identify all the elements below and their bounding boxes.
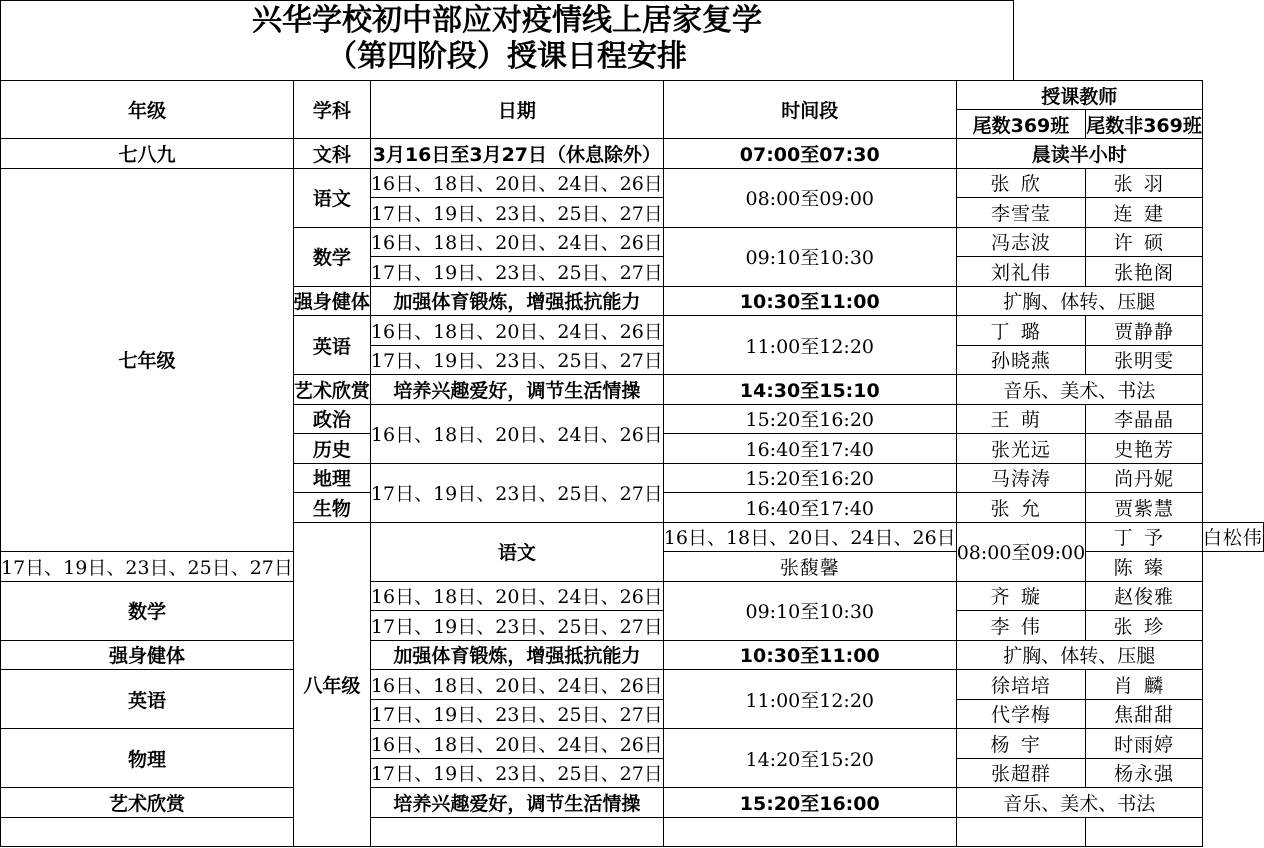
g7-pe-subject: 强身健体	[293, 286, 370, 316]
g8-grade: 八年级	[293, 522, 370, 847]
g7-english-t1: 丁璐	[956, 316, 1086, 346]
g8-math-t1: 齐璇	[956, 581, 1086, 611]
g8-english-subject: 英语	[1, 670, 294, 729]
g8-chinese-time: 08:00至09:00	[956, 522, 1086, 581]
morning-grade: 七八九	[1, 139, 294, 169]
g8-math-t3: 李伟	[956, 611, 1086, 641]
g7-history-t2: 史艳芳	[1086, 434, 1203, 464]
cut-cell	[1086, 817, 1203, 847]
g7-english-t2: 贾静静	[1086, 316, 1203, 346]
document-title	[0, 0, 1014, 80]
g8-chinese-t1: 丁予	[1086, 522, 1203, 552]
g8-art-subject: 艺术欣赏	[1, 788, 294, 818]
g8-chinese-t4: 陈臻	[1086, 552, 1203, 582]
g8-pe-time: 10:30至11:00	[663, 640, 956, 670]
g7-history-subject: 历史	[293, 434, 370, 464]
morning-row	[1, 139, 1264, 169]
cut-cell	[370, 817, 663, 847]
g7-biology-t2: 贾紫慧	[1086, 493, 1203, 523]
g7-pe-note: 扩胸、体转、压腿	[956, 286, 1202, 316]
g8-math-subject: 数学	[1, 581, 294, 640]
g8-physics-date-b: 17日、19日、23日、25日、27日	[370, 758, 663, 788]
table-row	[1, 581, 1264, 611]
g7-english-date-a: 16日、18日、20日、24日、26日	[370, 316, 663, 346]
g7-geography-t2: 尚丹妮	[1086, 463, 1203, 493]
g8-pe-subject: 强身健体	[1, 640, 294, 670]
g8-english-t4: 焦甜甜	[1086, 699, 1203, 729]
g7-chinese-t2: 张羽	[1086, 168, 1203, 198]
morning-date: 3月16日至3月27日（休息除外）	[370, 139, 663, 169]
g8-physics-t2: 时雨婷	[1086, 729, 1203, 759]
g8-english-t2: 肖麟	[1086, 670, 1203, 700]
g8-physics-date-a: 16日、18日、20日、24日、26日	[370, 729, 663, 759]
g7-english-subject: 英语	[293, 316, 370, 375]
g7-math-t2: 许硕	[1086, 227, 1203, 257]
header-class-non-369: 尾数非369班	[1086, 110, 1203, 139]
g7-math-t3: 刘礼伟	[956, 257, 1086, 287]
morning-time: 07:00至07:30	[663, 139, 956, 169]
cut-cell	[1, 817, 294, 847]
g7-history-t1: 张光远	[956, 434, 1086, 464]
g8-physics-subject: 物理	[1, 729, 294, 788]
g7-math-date-a: 16日、18日、20日、24日、26日	[370, 227, 663, 257]
g8-art-note: 音乐、美术、书法	[956, 788, 1202, 818]
g7-math-t1: 冯志波	[956, 227, 1086, 257]
table-row	[1, 640, 1264, 670]
g7-chinese-date-a: 16日、18日、20日、24日、26日	[370, 168, 663, 198]
header-row	[1, 81, 1264, 110]
g7-politics-history-date: 16日、18日、20日、24日、26日	[370, 404, 663, 463]
g8-english-date-b: 17日、19日、23日、25日、27日	[370, 699, 663, 729]
header-grade: 年级	[1, 81, 294, 139]
morning-note: 晨读半小时	[956, 139, 1202, 169]
g7-chinese-t4: 连建	[1086, 198, 1203, 228]
header-teacher: 授课教师	[956, 81, 1202, 110]
table-row	[1, 788, 1264, 818]
g8-pe-note: 扩胸、体转、压腿	[956, 640, 1202, 670]
g8-art-time: 15:20至16:00	[663, 788, 956, 818]
g7-art-subject: 艺术欣赏	[293, 375, 370, 405]
g8-math-date-b: 17日、19日、23日、25日、27日	[370, 611, 663, 641]
g8-chinese-date-a: 16日、18日、20日、24日、26日	[663, 522, 956, 552]
header-date: 日期	[370, 81, 663, 139]
cut-cell	[663, 817, 956, 847]
table-row	[1, 670, 1264, 700]
g8-english-t1: 徐培培	[956, 670, 1086, 700]
table-row	[1, 168, 1264, 198]
g7-geography-biology-date: 17日、19日、23日、25日、27日	[370, 463, 663, 522]
g8-chinese-t2: 白松伟	[1202, 522, 1263, 552]
g8-chinese-t3: 张馥馨	[663, 552, 956, 582]
g7-pe-desc: 加强体育锻炼，增强抵抗能力	[370, 286, 663, 316]
g8-physics-t4: 杨永强	[1086, 758, 1203, 788]
g7-english-t3: 孙晓燕	[956, 345, 1086, 375]
g7-biology-subject: 生物	[293, 493, 370, 523]
g7-pe-time: 10:30至11:00	[663, 286, 956, 316]
g8-math-time: 09:10至10:30	[663, 581, 956, 640]
title-line-1: 兴华学校初中部应对疫情线上居家复学	[252, 3, 762, 38]
g7-chinese-t3: 李雪莹	[956, 198, 1086, 228]
g7-art-note: 音乐、美术、书法	[956, 375, 1202, 405]
g7-grade: 七年级	[1, 168, 294, 552]
g8-physics-t1: 杨宇	[956, 729, 1086, 759]
table-row-cut	[1, 817, 1264, 847]
g7-math-date-b: 17日、19日、23日、25日、27日	[370, 257, 663, 287]
g7-chinese-subject: 语文	[293, 168, 370, 227]
header-subject: 学科	[293, 81, 370, 139]
g8-english-date-a: 16日、18日、20日、24日、26日	[370, 670, 663, 700]
g7-english-time: 11:00至12:20	[663, 316, 956, 375]
g8-english-time: 11:00至12:20	[663, 670, 956, 729]
g7-math-time: 09:10至10:30	[663, 227, 956, 286]
g7-english-date-b: 17日、19日、23日、25日、27日	[370, 345, 663, 375]
g8-physics-t3: 张超群	[956, 758, 1086, 788]
g7-history-time: 16:40至17:40	[663, 434, 956, 464]
g7-art-desc: 培养兴趣爱好，调节生活情操	[370, 375, 663, 405]
g8-chinese-subject: 语文	[370, 522, 663, 581]
g7-math-t4: 张艳阁	[1086, 257, 1203, 287]
g8-chinese-date-b: 17日、19日、23日、25日、27日	[1, 552, 294, 582]
morning-subject: 文科	[293, 139, 370, 169]
cut-cell	[956, 817, 1086, 847]
g7-english-t4: 张明雯	[1086, 345, 1203, 375]
g7-art-time: 14:30至15:10	[663, 375, 956, 405]
g7-geography-time: 15:20至16:20	[663, 463, 956, 493]
g7-chinese-time: 08:00至09:00	[663, 168, 956, 227]
header-time: 时间段	[663, 81, 956, 139]
g7-geography-subject: 地理	[293, 463, 370, 493]
g8-math-t2: 赵俊雅	[1086, 581, 1203, 611]
table-row	[1, 729, 1264, 759]
g7-politics-t1: 王萌	[956, 404, 1086, 434]
g7-politics-t2: 李晶晶	[1086, 404, 1203, 434]
g8-math-date-a: 16日、18日、20日、24日、26日	[370, 581, 663, 611]
g7-geography-t1: 马涛涛	[956, 463, 1086, 493]
g8-physics-time: 14:20至15:20	[663, 729, 956, 788]
schedule-table	[0, 80, 1264, 847]
g7-chinese-date-b: 17日、19日、23日、25日、27日	[370, 198, 663, 228]
g8-art-desc: 培养兴趣爱好，调节生活情操	[370, 788, 663, 818]
g8-pe-desc: 加强体育锻炼，增强抵抗能力	[370, 640, 663, 670]
g7-math-subject: 数学	[293, 227, 370, 286]
g8-math-t4: 张珍	[1086, 611, 1203, 641]
g7-politics-subject: 政治	[293, 404, 370, 434]
g8-english-t3: 代学梅	[956, 699, 1086, 729]
g7-biology-time: 16:40至17:40	[663, 493, 956, 523]
g7-politics-time: 15:20至16:20	[663, 404, 956, 434]
header-class-369: 尾数369班	[956, 110, 1086, 139]
g7-chinese-t1: 张欣	[956, 168, 1086, 198]
title-line-2: （第四阶段）授课日程安排	[327, 39, 687, 74]
g7-biology-t1: 张允	[956, 493, 1086, 523]
